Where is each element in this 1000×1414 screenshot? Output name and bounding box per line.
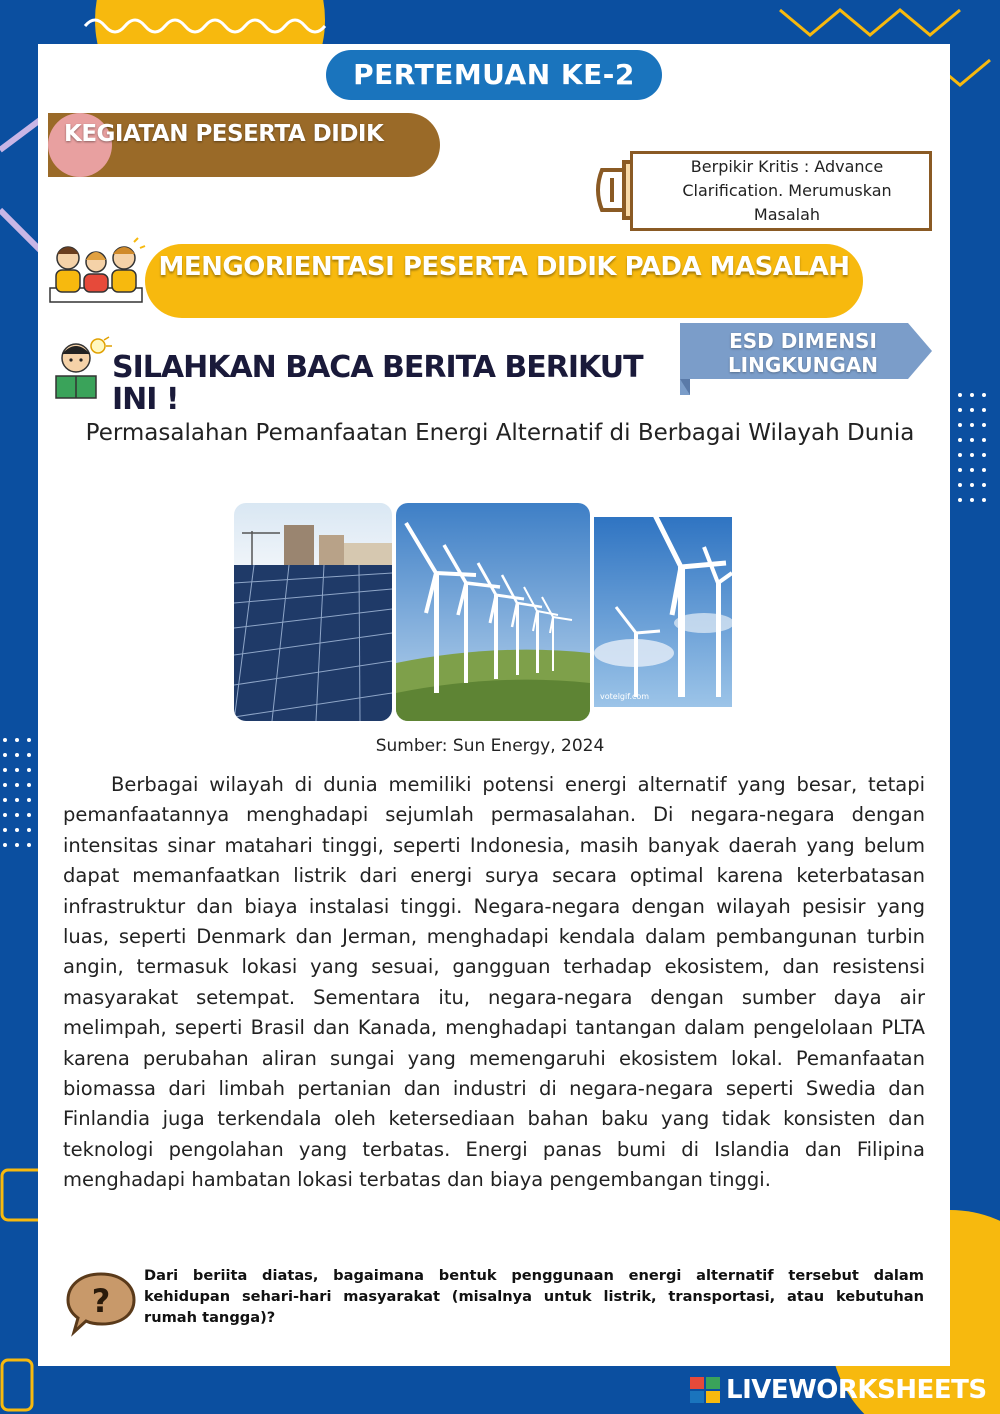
meeting-label: PERTEMUAN KE-2 [326,50,662,100]
critical-thinking-note: Berpikir Kritis : Advance Clarification. Merumuskan Masalah [630,151,932,231]
question-bubble-icon [64,1268,138,1338]
svg-text:?: ? [91,1282,111,1320]
activity-banner [48,113,440,177]
solar-panels-image [234,503,392,721]
orientation-banner: MENGORIENTASI PESERTA DIDIK PADA MASALAH [145,244,863,318]
liveworksheets-logo-icon [690,1377,722,1403]
question-text: Dari beriita diatas, bagaimana bentuk penggunaan energi alternatif tersebut dalam kehidupan sehari-hari masyarakat (misalnya untuk listrik, transportasi, atau kebutuhan rumah tangga)? [144,1267,924,1326]
article-body: Berbagai wilayah di dunia memiliki potensi energi alternatif yang besar, tetapi pemanfaatannya menghadapi sejumlah permasalahan. Di negara-negara dengan intensitas sinar matahari tinggi, seperti Indonesia, masih banyak daerah yang belum dapat memanfaatkan listrik dari energi surya secara optimal karena keterbatasan infrastruktur dan biaya instalasi tinggi. Negara-negara dengan wilayah pesisir yang luas, seperti Denmark dan Jerman, menghadapi kendala dalam pembangunan turbin angin, termasuk lokasi yang sesuai, gangguan terhadap ekosistem, dan resistensi masyarakat setempat. Sementara itu, negara-negara dengan sumber daya air melimpah, seperti Brasil dan Kanada, menghadapi tantangan dalam pengelolaan PLTA karena perubahan aliran sungai yang memengaruhi ekosistem lokal. Pemanfaatan biomassa dari limbah pertanian dan industri di negara-negara seperti Swedia dan Finlandia juga terkendala oleh ketersediaan bahan baku yang tidak konsisten dan teknologi pengolahan yang terbatas. Energi panas bumi di Islandia dan Filipina menghadapi hambatan lokasi terbatas dan biaya pengembangan tinggi. [63,773,925,1192]
reading-boy-icon [46,336,116,400]
image-source: Sumber: Sun Energy, 2024 [375,736,605,756]
liveworksheets-logo-text: LIVEWORKSHEETS [726,1375,987,1405]
esd-tag [680,323,932,395]
wind-turbines-field-image [396,503,590,721]
article-title: Permasalahan Pemanfaatan Energi Alternatif di Berbagai Wilayah Dunia [85,420,915,446]
wind-turbines-sky-graphic [594,503,732,721]
esd-tag-label: ESD DIMENSI LINGKUNGAN [727,329,879,377]
liveworksheets-logo [690,1370,990,1410]
reading-instruction: SILAHKAN BACA BERITA BERIKUT INI ! [112,350,643,417]
wind-turbines-sky-image [594,503,732,721]
activity-label: KEGIATAN PESERTA DIDIK [64,121,384,147]
wind-turbines-field-graphic [396,503,590,721]
solar-panels-graphic [234,503,392,721]
students-illustration-icon [46,236,146,308]
image-watermark: votelgif.com [600,692,650,701]
